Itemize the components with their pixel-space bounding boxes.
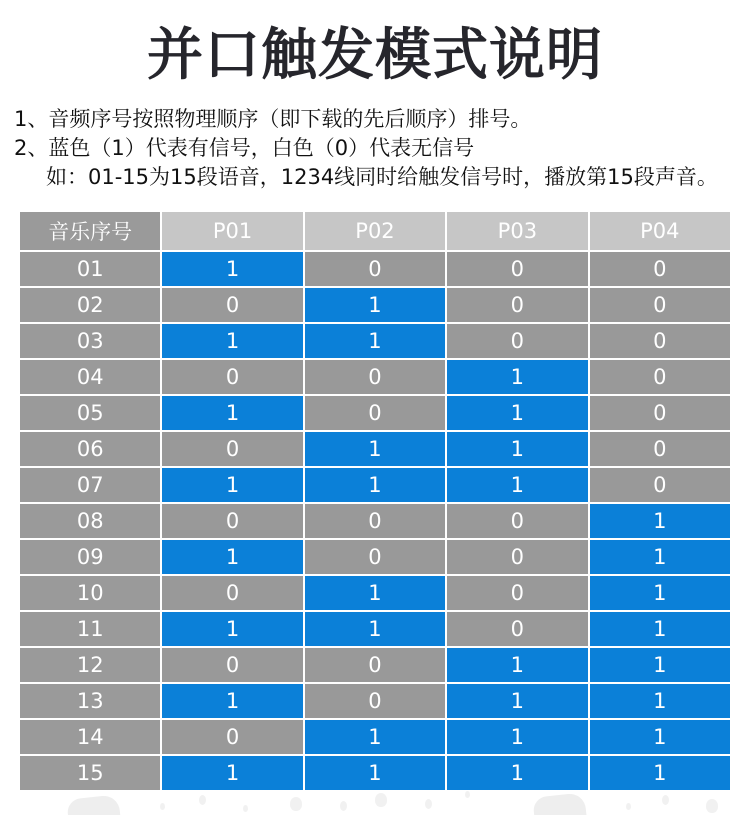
note-line-1: 1、音频序号按照物理顺序（即下载的先后顺序）排号。 <box>14 106 532 131</box>
row-label-music-index: 01 <box>19 251 161 287</box>
signal-on-cell: 1 <box>446 431 588 467</box>
table-row <box>19 611 731 647</box>
signal-on-cell: 1 <box>589 647 731 683</box>
signal-off-cell: 0 <box>446 503 588 539</box>
signal-on-cell: 1 <box>161 395 303 431</box>
table-row <box>19 431 731 467</box>
table-row <box>19 503 731 539</box>
water-drop-icon <box>706 799 718 813</box>
note-line-2: 2、蓝色（1）代表有信号，白色（0）代表无信号 <box>14 135 475 160</box>
signal-on-cell: 1 <box>589 719 731 755</box>
signal-on-cell: 1 <box>161 683 303 719</box>
table-row <box>19 683 731 719</box>
signal-off-cell: 0 <box>589 395 731 431</box>
signal-off-cell: 0 <box>446 287 588 323</box>
signal-on-cell: 1 <box>304 323 446 359</box>
column-header-p04: P04 <box>589 211 731 251</box>
row-label-music-index: 02 <box>19 287 161 323</box>
row-label-music-index: 09 <box>19 539 161 575</box>
signal-off-cell: 0 <box>304 395 446 431</box>
table-row <box>19 647 731 683</box>
signal-off-cell: 0 <box>304 683 446 719</box>
row-label-music-index: 05 <box>19 395 161 431</box>
signal-on-cell: 1 <box>161 467 303 503</box>
column-header-music-index: 音乐序号 <box>19 211 161 251</box>
row-label-music-index: 10 <box>19 575 161 611</box>
table-row <box>19 755 731 791</box>
signal-on-cell: 1 <box>589 539 731 575</box>
row-label-music-index: 07 <box>19 467 161 503</box>
signal-off-cell: 0 <box>161 359 303 395</box>
signal-off-cell: 0 <box>589 359 731 395</box>
signal-on-cell: 1 <box>161 611 303 647</box>
table-header-row <box>19 211 731 251</box>
water-drop-icon <box>199 795 206 805</box>
signal-off-cell: 0 <box>161 575 303 611</box>
row-label-music-index: 14 <box>19 719 161 755</box>
signal-off-cell: 0 <box>161 719 303 755</box>
signal-off-cell: 0 <box>446 323 588 359</box>
signal-off-cell: 0 <box>589 467 731 503</box>
signal-on-cell: 1 <box>161 251 303 287</box>
table-row <box>19 323 731 359</box>
signal-on-cell: 1 <box>589 503 731 539</box>
signal-off-cell: 0 <box>161 647 303 683</box>
note-line-3: 如：01-15为15段语音，1234线同时给触发信号时，播放第15段声音。 <box>46 164 718 189</box>
signal-on-cell: 1 <box>446 683 588 719</box>
signal-off-cell: 0 <box>589 431 731 467</box>
column-header-p02: P02 <box>304 211 446 251</box>
table-row <box>19 575 731 611</box>
signal-on-cell: 1 <box>304 719 446 755</box>
table-row <box>19 251 731 287</box>
table-row <box>19 287 731 323</box>
signal-on-cell: 1 <box>446 395 588 431</box>
signal-on-cell: 1 <box>161 539 303 575</box>
signal-on-cell: 1 <box>446 719 588 755</box>
water-drop-icon <box>290 797 302 811</box>
signal-on-cell: 1 <box>589 611 731 647</box>
water-drop-icon <box>160 803 165 810</box>
signal-on-cell: 1 <box>589 683 731 719</box>
signal-off-cell: 0 <box>589 323 731 359</box>
water-drop-icon <box>465 791 470 798</box>
table-row <box>19 395 731 431</box>
page-title: 并口触发模式说明 <box>147 23 603 88</box>
row-label-music-index: 04 <box>19 359 161 395</box>
signal-on-cell: 1 <box>304 575 446 611</box>
row-label-music-index: 12 <box>19 647 161 683</box>
signal-on-cell: 1 <box>161 323 303 359</box>
signal-off-cell: 0 <box>589 287 731 323</box>
water-drop-icon <box>375 793 387 807</box>
trigger-signal-table <box>18 210 732 792</box>
water-drop-icon <box>626 803 631 810</box>
signal-off-cell: 0 <box>161 503 303 539</box>
signal-on-cell: 1 <box>446 467 588 503</box>
signal-off-cell: 0 <box>161 431 303 467</box>
row-label-music-index: 15 <box>19 755 161 791</box>
signal-off-cell: 0 <box>304 539 446 575</box>
table-row <box>19 359 731 395</box>
signal-on-cell: 1 <box>304 467 446 503</box>
signal-on-cell: 1 <box>161 755 303 791</box>
signal-on-cell: 1 <box>446 755 588 791</box>
signal-off-cell: 0 <box>446 611 588 647</box>
column-header-p03: P03 <box>446 211 588 251</box>
water-drop-icon <box>662 795 669 805</box>
signal-off-cell: 0 <box>304 647 446 683</box>
signal-on-cell: 1 <box>446 647 588 683</box>
signal-on-cell: 1 <box>304 755 446 791</box>
signal-off-cell: 0 <box>589 251 731 287</box>
signal-on-cell: 1 <box>589 755 731 791</box>
column-header-p01: P01 <box>161 211 303 251</box>
water-drop-icon <box>243 805 248 812</box>
row-label-music-index: 08 <box>19 503 161 539</box>
water-drop-icon <box>66 794 121 815</box>
signal-off-cell: 0 <box>446 575 588 611</box>
row-label-music-index: 06 <box>19 431 161 467</box>
signal-on-cell: 1 <box>589 575 731 611</box>
signal-off-cell: 0 <box>161 287 303 323</box>
water-drop-icon <box>532 792 587 815</box>
signal-off-cell: 0 <box>304 251 446 287</box>
row-label-music-index: 03 <box>19 323 161 359</box>
table-row <box>19 719 731 755</box>
table-row <box>19 539 731 575</box>
row-label-music-index: 13 <box>19 683 161 719</box>
table-row <box>19 467 731 503</box>
notes-block <box>14 105 750 192</box>
signal-on-cell: 1 <box>304 287 446 323</box>
signal-off-cell: 0 <box>446 251 588 287</box>
water-drop-icon <box>340 801 347 811</box>
row-label-music-index: 11 <box>19 611 161 647</box>
signal-on-cell: 1 <box>304 611 446 647</box>
signal-off-cell: 0 <box>304 359 446 395</box>
water-drop-icon <box>425 799 432 809</box>
signal-on-cell: 1 <box>446 359 588 395</box>
signal-on-cell: 1 <box>304 431 446 467</box>
table-body <box>19 251 731 791</box>
signal-off-cell: 0 <box>304 503 446 539</box>
signal-off-cell: 0 <box>446 539 588 575</box>
